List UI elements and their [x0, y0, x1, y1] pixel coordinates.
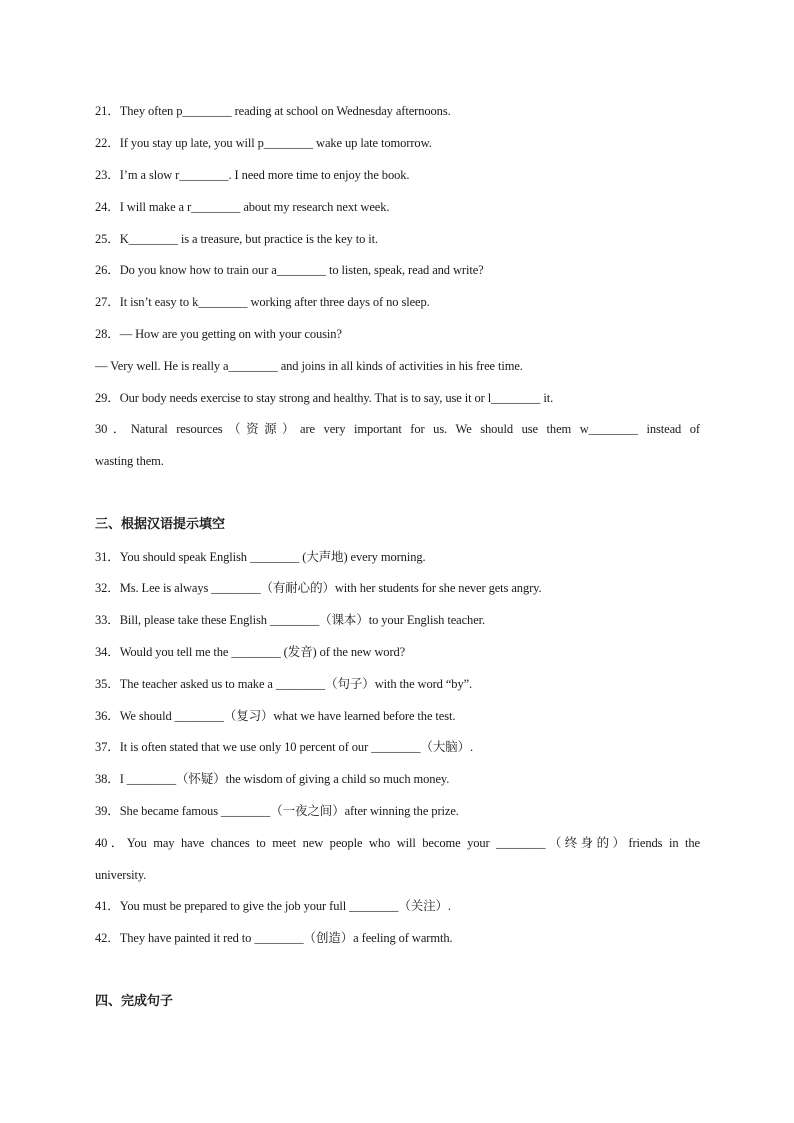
question-31: 31．You should speak English ________ (大声地) every morning.	[95, 550, 426, 564]
question-33: 33．Bill, please take these English ________（课本）to your English teacher.	[95, 613, 486, 627]
question-23: 23．I’m a slow r________. I need more time to enjoy the book.	[95, 168, 410, 182]
question-30: 30．Natural resources（资源）are very important for us. We should use them w________ instead of	[95, 422, 700, 436]
question-21: 21．They often p________ reading at school on Wednesday afternoons.	[95, 104, 451, 118]
question-37: 37．It is often stated that we use only 10 percent of our ________（大脑）.	[95, 740, 473, 754]
question-42: 42．They have painted it red to ________（创造）a feeling of warmth.	[95, 931, 453, 945]
question-36: 36．We should ________（复习）what we have learned before the test.	[95, 709, 456, 723]
question-30-continued: wasting them.	[95, 454, 164, 468]
question-40: 40．You may have chances to meet new people who will become your ________（终身的）friends in the	[95, 836, 700, 850]
question-29: 29．Our body needs exercise to stay strong and healthy. That is to say, use it or l________ it.	[95, 391, 554, 405]
question-38: 38．I ________（怀疑）the wisdom of giving a child so much money.	[95, 772, 450, 786]
question-39: 39．She became famous ________（一夜之间）after winning the prize.	[95, 804, 459, 818]
question-26: 26．Do you know how to train our a________ to listen, speak, read and write?	[95, 263, 484, 277]
question-41: 41．You must be prepared to give the job your full ________（关注）.	[95, 899, 451, 913]
question-28: 28．— How are you getting on with your cousin?	[95, 327, 342, 341]
section-4-title: 四、完成句子	[95, 994, 174, 1009]
question-34: 34．Would you tell me the ________ (发音) of the new word?	[95, 645, 406, 659]
question-25: 25．K________ is a treasure, but practice is the key to it.	[95, 232, 379, 246]
question-24: 24．I will make a r________ about my research next week.	[95, 200, 390, 214]
section-3-title: 三、根据汉语提示填空	[95, 517, 226, 532]
question-22: 22．If you stay up late, you will p________ wake up late tomorrow.	[95, 136, 432, 150]
question-35: 35．The teacher asked us to make a ________（句子）with the word “by”.	[95, 677, 473, 691]
question-32: 32．Ms. Lee is always ________（有耐心的）with her students for she never gets angry.	[95, 581, 542, 595]
question-27: 27．It isn’t easy to k________ working after three days of no sleep.	[95, 295, 430, 309]
question-40-continued: university.	[95, 868, 147, 882]
question-28-answer: — Very well. He is really a________ and joins in all kinds of activities in his free time.	[95, 359, 523, 373]
